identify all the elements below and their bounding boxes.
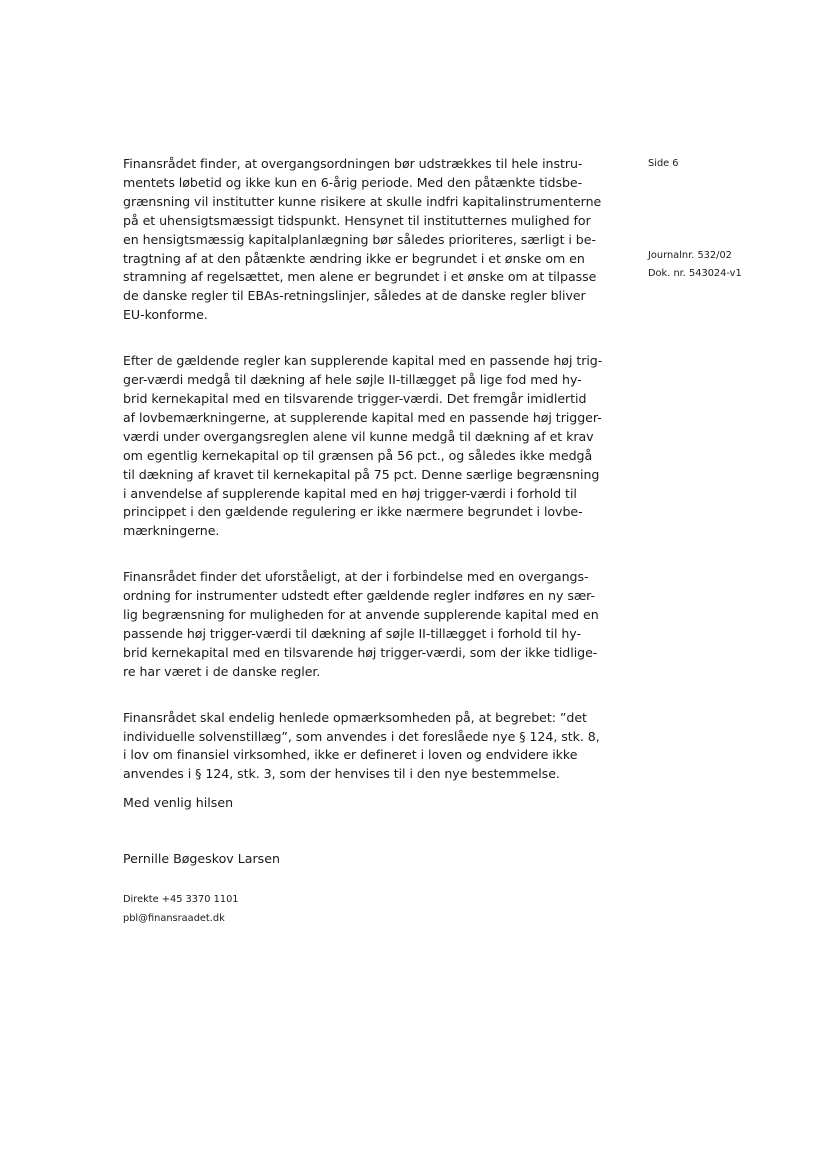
paragraph-objection	[123, 568, 613, 681]
text-line: af lovbemærkningerne, at supplerende kapital med en passende høj trigger-	[123, 409, 602, 425]
text-line: tragtning af at den påtænkte ændring ikke er begrundet i et ønske om en	[123, 250, 585, 266]
paragraph-transition	[123, 155, 613, 325]
text-line: passende høj trigger-værdi til dækning af søjle II-tillægget i forhold til hy-	[123, 625, 581, 641]
text-line: i lov om finansiel virksomhed, ikke er defineret i loven og endvidere ikke	[123, 747, 578, 763]
text-line: stramning af regelsættet, men alene er begrundet i et ønske om at tilpasse	[123, 269, 597, 285]
text-line: EU-konforme.	[123, 307, 208, 323]
text-line: brid kernekapital med en tilsvarende trigger-værdi. Det fremgår imidlertid	[123, 390, 587, 406]
page-number: Side 6	[648, 158, 679, 169]
text-line: de danske regler til EBAs-retningslinjer, således at de danske regler bliver	[123, 288, 586, 304]
signatory-name: Pernille Bøgeskov Larsen	[123, 851, 280, 866]
text-line: om egentlig kernekapital op til grænsen på 56 pct., og således ikke medgå	[123, 447, 593, 463]
text-line: mentets løbetid og ikke kun en 6-årig periode. Med den påtænkte tidsbe-	[123, 174, 583, 190]
text-line: re har været i de danske regler.	[123, 663, 321, 679]
text-line: individuelle solvenstillæg”, som anvendes i det foreslåede nye § 124, stk. 8,	[123, 728, 600, 744]
phone-number: Direkte +45 3370 1101	[123, 894, 239, 905]
paragraph-current-rules	[123, 352, 613, 541]
text-line: værdi under overgangsreglen alene vil kunne medgå til dækning af et krav	[123, 428, 594, 444]
contact-block	[123, 890, 239, 928]
text-line: Finansrådet skal endelig henlede opmærksomheden på, at begrebet: ”det	[123, 709, 587, 725]
text-line: til dækning af kravet til kernekapital på 75 pct. Denne særlige begrænsning	[123, 466, 600, 482]
text-line: Efter de gældende regler kan supplerende kapital med en passende høj trig-	[123, 353, 603, 369]
text-line: lig begrænsning for muligheden for at anvende supplerende kapital med en	[123, 607, 599, 623]
paragraph-definition	[123, 709, 613, 785]
closing-greeting: Med venlig hilsen	[123, 795, 234, 810]
email-address: pbl@finansraadet.dk	[123, 913, 225, 924]
text-line: en hensigtsmæssig kapitalplanlægning bør således prioriteres, særligt i be-	[123, 231, 596, 247]
text-line: mærkningerne.	[123, 523, 220, 539]
text-line: grænsning vil institutter kunne risikere at skulle indfri kapitalinstrumenterne	[123, 193, 602, 209]
text-line: brid kernekapital med en tilsvarende høj trigger-værdi, som der ikke tidlige-	[123, 644, 598, 660]
text-line: Finansrådet finder, at overgangsordningen bør udstrækkes til hele instru-	[123, 156, 583, 171]
text-line: princippet i den gældende regulering er ikke nærmere begrundet i lovbe-	[123, 504, 583, 520]
letter-body	[123, 155, 613, 811]
journal-number: Journalnr. 532/02	[648, 250, 732, 261]
text-line: Finansrådet finder det uforståeligt, at der i forbindelse med en overgangs-	[123, 569, 589, 585]
document-number: Dok. nr. 543024-v1	[648, 268, 742, 279]
text-line: anvendes i § 124, stk. 3, som der henvises til i den nye bestemmelse.	[123, 766, 560, 782]
text-line: i anvendelse af supplerende kapital med en høj trigger-værdi i forhold til	[123, 485, 577, 501]
text-line: på et uhensigtsmæssigt tidspunkt. Hensynet til institutternes mulighed for	[123, 212, 591, 228]
text-line: ordning for instrumenter udstedt efter gældende regler indføres en ny sær-	[123, 588, 595, 604]
text-line: ger-værdi medgå til dækning af hele søjle II-tillægget på lige fod med hy-	[123, 372, 582, 388]
